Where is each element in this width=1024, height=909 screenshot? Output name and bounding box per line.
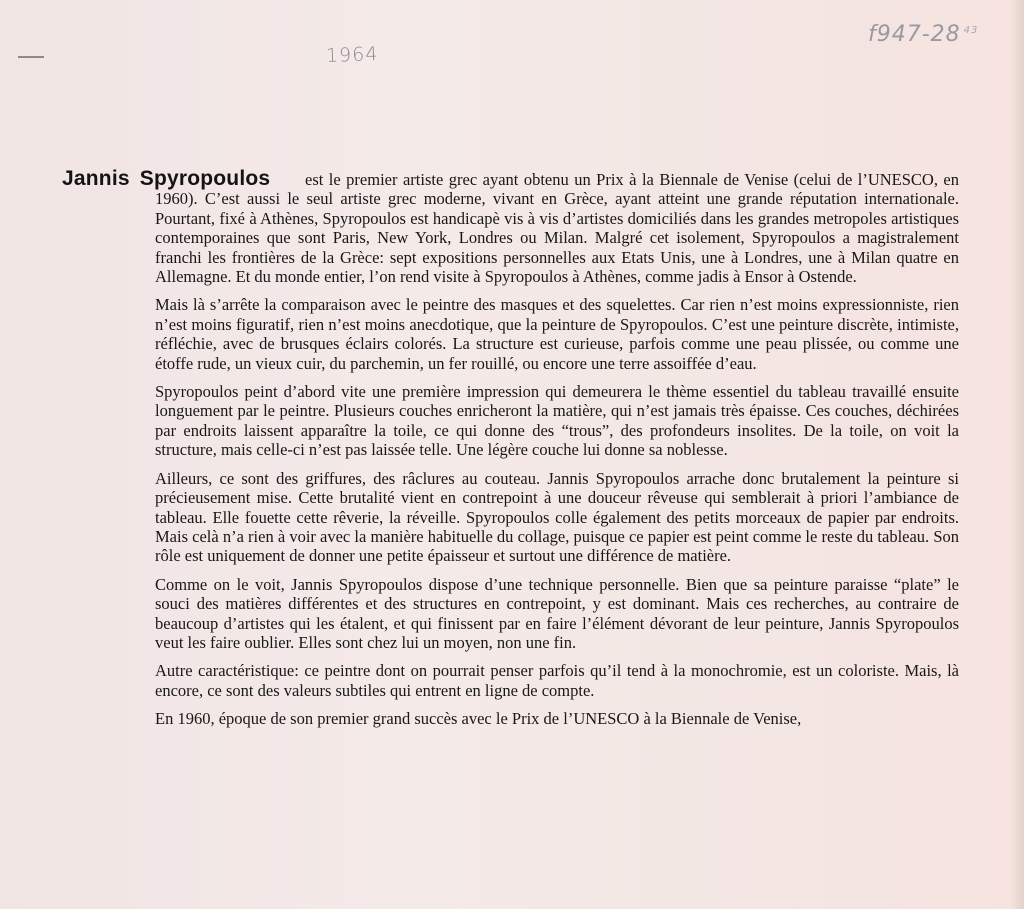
paragraph-5: Comme on le voit, Jannis Spyropoulos dispose d’une technique personnelle. Bien que sa peinture paraisse “plate” le souci des matières différentes et des structures en contrepoint, y est dominant. Mais ces recherches, au contraire de beaucoup d’artistes qui les étalent, et qui finissent par en faire l’élément dévorant de leur peinture, Jannis Spyropoulos veut les faire oublier. Elles sont chez lui un moyen, non une fin. <box>155 574 959 652</box>
article-body <box>62 167 959 738</box>
author-last-name: Spyropoulos <box>139 167 271 190</box>
author-first-name: Jannis <box>62 167 130 190</box>
paragraph-4: Ailleurs, ce sont des griffures, des râclures au couteau. Jannis Spyropoulos arrache donc brutalement la peinture si précieusement mise. Cette brutalité vient en contrepoint à une douceur rêveuse qui semblerait à priori l’ambiance de tableau. Elle fouette cette rêverie, la réveille. Spyropoulos colle également des petits morceaux de papier par endroits. Mais celà n’a rien à voir avec la manière habituelle du collage, puisque ce papier est peint comme le reste du tableau. Son rôle est uniquement de donner une petite épaisseur et surtout une différence de matière. <box>155 468 959 566</box>
handwritten-reference <box>868 22 978 47</box>
pencil-dash-mark <box>18 56 44 58</box>
paragraph-7: En 1960, époque de son premier grand succès avec le Prix de l’UNESCO à la Biennale de Venise, <box>155 709 802 729</box>
paragraph-6: Autre caractéristique: ce peintre dont on pourrait penser parfois qu’il tend à la monochromie, est un coloriste. Mais, là encore, ce sont des valeurs subtiles qui entrent en ligne de compte. <box>155 661 959 700</box>
paper-edge <box>1010 0 1024 909</box>
handwritten-year: 1964 <box>325 43 379 67</box>
paragraph-3: Spyropoulos peint d’abord vite une première impression qui demeurera le thème essentiel du tableau travaillé ensuite longuement par le peintre. Plusieurs couches enricheront la matière, qui n’est jamais très épaisse. Ces couches, déchirées par endroits laissent apparaître la toile, ce qui donne des “trous”, des profondeurs insolites. De la toile, on voit la structure, mais celle-ci n’est pas laissée telle. Une légère couche lui donne sa noblesse. <box>155 382 959 460</box>
paragraph-1-text: est le premier artiste grec ayant obtenu un Prix à la Biennale de Venise (celui de l’UNESCO, en 1960). C’est aussi le seul artiste grec moderne, vivant en Grèce, ayant atteint une grande réputation internationale. Pourtant, fixé à Athènes, Spyropoulos est handicapè vis à vis d’artistes domiciliés dans les grandes metropoles artistiques contemporaines que sont Paris, New York, Londres ou Milan. Malgré cet isolement, Spyropoulos a magistralement franchi les frontières de la Grèce: sept expositions personnelles aux Etats Unis, une à Londres, une à Milan quatre en Allemagne. Et du monde entier, l’on rend visite à Spyropoulos à Athènes, comme jadis à Ensor à Ostende. <box>155 170 959 287</box>
handwritten-reference-number: f947-28 <box>868 22 961 47</box>
paragraph-2: Mais là s’arrête la comparaison avec le peintre des masques et des squelettes. Car rien n’est moins expressionniste, rien n’est moins figuratif, rien n’est moins anecdotique, que la peinture de Spyropoulos. C’est une peinture discrète, intimiste, réfléchie, avec de brusques éclairs colorés. La structure est curieuse, parfois comme une peau plissée, ou comme une étoffe rude, un vieux cuir, du parchemin, un fer rouillé, ou encore une terre assoiffée d’eau. <box>155 295 959 373</box>
paragraph-1 <box>62 167 959 287</box>
author-name <box>62 169 270 188</box>
handwritten-reference-small: 43 <box>963 24 979 36</box>
